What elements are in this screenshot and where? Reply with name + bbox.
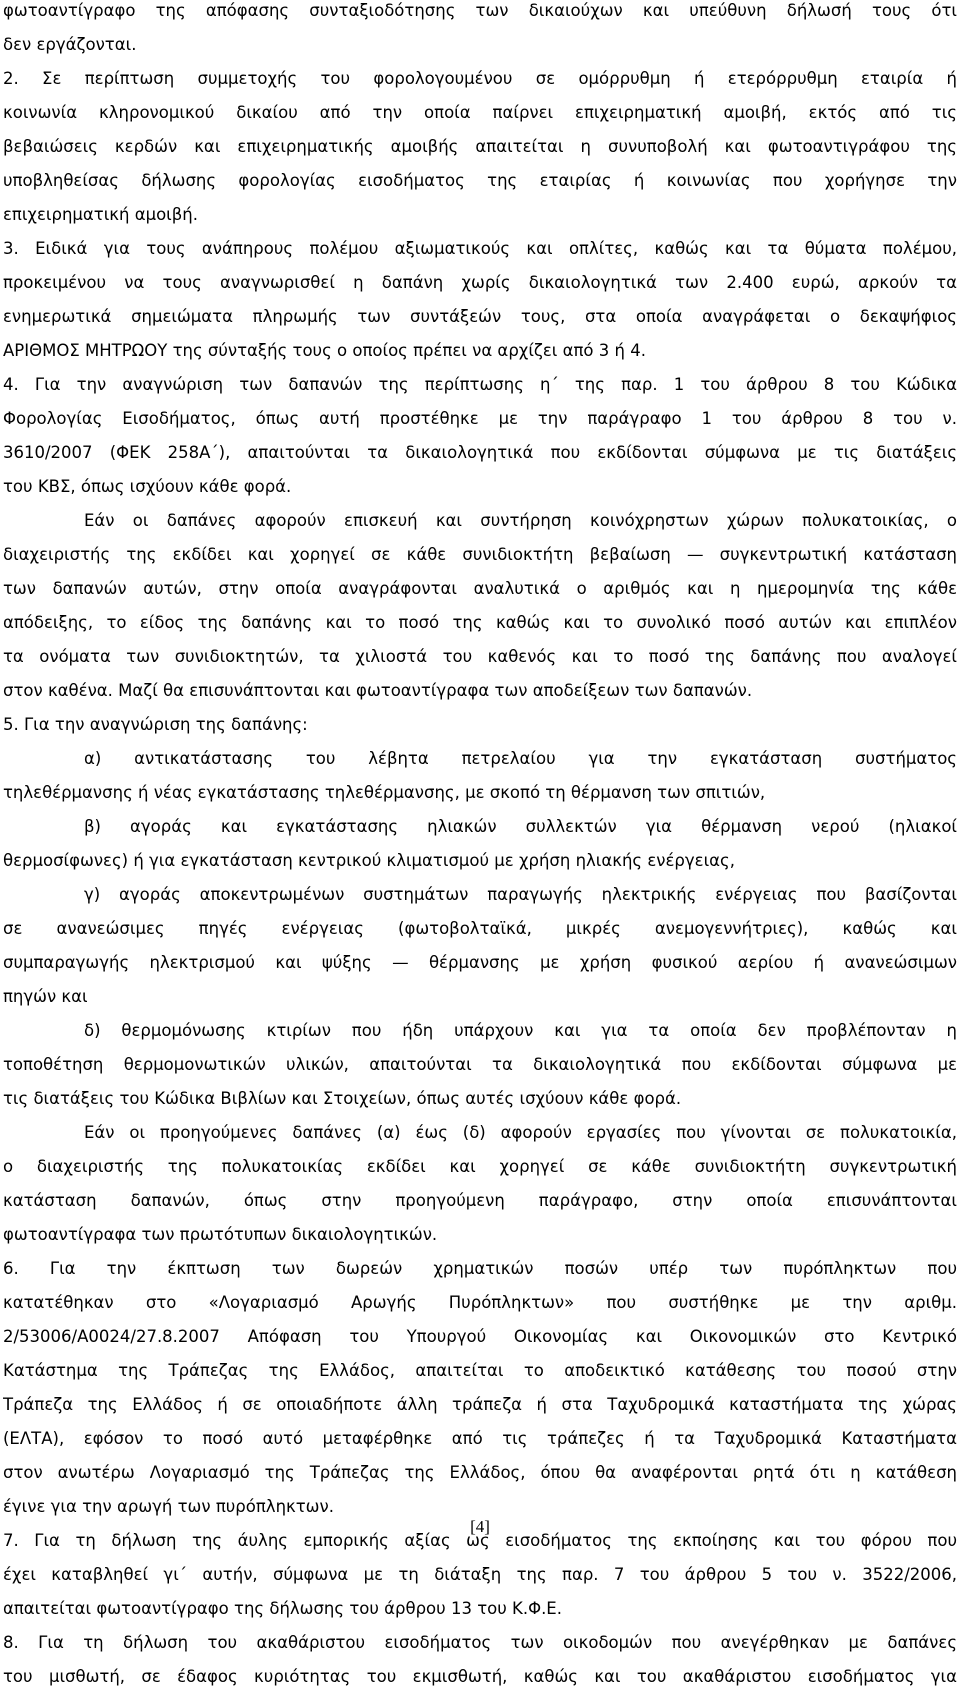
text-line: υποβληθείσας δήλωσης φορολογίας εισοδήματος της εταιρίας ή κοινωνίας που χορήγησε την <box>3 171 957 190</box>
text-line: Φορολογίας Εισοδήματος, όπως αυτή προστέθηκε με την παράγραφο 1 του άρθρου 8 του ν. <box>3 409 957 428</box>
text-line: 7. Για τη δήλωση της άυλης εμπορικής αξίας ως εισοδήματος της εκποίησης και του φόρου που <box>3 1531 957 1550</box>
text-line: ΑΡΙΘΜΟΣ ΜΗΤΡΩΟΥ της σύνταξής τους ο οποίος πρέπει να αρχίζει από 3 ή 4. <box>3 341 646 360</box>
document-body <box>3 0 957 1694</box>
text-line: βεβαιώσεις κερδών και επιχειρηματικής αμοιβής απαιτείται η συνυποβολή και φωτοαντιγράφου της <box>3 137 957 156</box>
text-line: (ΕΛΤΑ), εφόσον το ποσό αυτό μεταφέρθηκε από τις τράπεζες ή τα Ταχυδρομικά Καταστήματα <box>3 1429 957 1448</box>
text-line: έχει καταβληθεί γι΄ αυτήν, σύμφωνα με τη διάταξη της παρ. 7 του άρθρου 5 του ν. 3522/2006, <box>3 1565 957 1584</box>
text-line: 8. Για τη δήλωση του ακαθάριστου εισοδήματος των οικοδομών που ανεγέρθηκαν με δαπάνες <box>3 1633 957 1652</box>
text-line: δ) θερμομόνωσης κτιρίων που ήδη υπάρχουν και για τα οποία δεν προβλέπονταν η <box>84 1021 957 1040</box>
text-line: τις διατάξεις του Κώδικα Βιβλίων και Στοιχείων, όπως αυτές ισχύουν κάθε φορά. <box>3 1089 682 1108</box>
text-line: 2. Σε περίπτωση συμμετοχής του φορολογουμένου σε ομόρρυθμη ή ετερόρρυθμη εταιρία ή <box>3 69 957 88</box>
text-line: δεν εργάζονται. <box>3 35 137 54</box>
text-line: β) αγοράς και εγκατάστασης ηλιακών συλλεκτών για θέρμανση νερού (ηλιακοί <box>84 817 957 836</box>
text-line: Εάν οι δαπάνες αφορούν επισκευή και συντήρηση κοινόχρηστων χώρων πολυκατοικίας, ο <box>84 511 957 530</box>
text-line: 3610/2007 (ΦΕΚ 258Α΄), απαιτούνται τα δικαιολογητικά που εκδίδονται σύμφωνα με τις διατάξεις <box>3 443 957 462</box>
text-line: Τράπεζα της Ελλάδος ή σε οποιαδήποτε άλλη τράπεζα ή στα Ταχυδρομικά καταστήματα της χώρας <box>3 1395 957 1414</box>
text-line: στον καθένα. Μαζί θα επισυνάπτονται και φωτοαντίγραφα των αποδείξεων των δαπανών. <box>3 681 753 700</box>
text-line: των δαπανών αυτών, στην οποία αναγράφονται αναλυτικά ο αριθμός και η ημερομηνία της κάθε <box>3 579 957 598</box>
text-line: α) αντικατάστασης του λέβητα πετρελαίου για την εγκατάσταση συστήματος <box>84 749 957 768</box>
text-line: σε ανανεώσιμες πηγές ενέργειας (φωτοβολταϊκά, μικρές ανεμογεννήτριες), καθώς και <box>3 919 957 938</box>
text-line: 3. Ειδικά για τους ανάπηρους πολέμου αξιωματικούς και οπλίτες, καθώς και τα θύματα πολέμου, <box>3 239 957 258</box>
text-line: συμπαραγωγής ηλεκτρισμού και ψύξης — θέρμανσης με χρήση φυσικού αερίου ή ανανεώσιμων <box>3 953 957 972</box>
text-line: του μισθωτή, σε έδαφος κυριότητας του εκμισθωτή, καθώς και του ακαθάριστου εισοδήματος για <box>3 1667 957 1686</box>
text-line: επιχειρηματική αμοιβή. <box>3 205 199 224</box>
text-line: 2/53006/Α0024/27.8.2007 Απόφαση του Υπουργού Οικονομίας και Οικονομικών στο Κεντρικό <box>3 1327 957 1346</box>
text-line: απαιτείται φωτοαντίγραφο της δήλωσης του άρθρου 13 του Κ.Φ.Ε. <box>3 1599 562 1618</box>
text-line: 5. Για την αναγνώριση της δαπάνης: <box>3 715 308 734</box>
text-line: φωτοαντίγραφο της απόφασης συνταξιοδότησης των δικαιούχων και υπεύθυνη δήλωσή τους ότι <box>3 1 957 20</box>
text-line: Εάν οι προηγούμενες δαπάνες (α) έως (δ) αφορούν εργασίες που γίνονται σε πολυκατοικία, <box>84 1123 957 1142</box>
text-line: διαχειριστής της εκδίδει και χορηγεί σε κάθε συνιδιοκτήτη βεβαίωση — συγκεντρωτική κατάσταση <box>3 545 957 564</box>
text-line: προκειμένου να τους αναγνωρισθεί η δαπάνη χωρίς δικαιολογητικά των 2.400 ευρώ, αρκούν τα <box>3 273 957 292</box>
text-line: γ) αγοράς αποκεντρωμένων συστημάτων παραγωγής ηλεκτρικής ενέργειας που βασίζονται <box>84 885 957 904</box>
text-line: φωτοαντίγραφα των πρωτότυπων δικαιολογητικών. <box>3 1225 438 1244</box>
text-line: απόδειξης, το είδος της δαπάνης και το ποσό της καθώς και το συνολικό ποσό αυτών και επιπλέον <box>3 613 957 632</box>
text-line: τηλεθέρμανσης ή νέας εγκατάστασης τηλεθέρμανσης, με σκοπό τη θέρμανση των σπιτιών, <box>3 783 766 802</box>
text-line: 4. Για την αναγνώριση των δαπανών της περίπτωσης η΄ της παρ. 1 του άρθρου 8 του Κώδικα <box>3 375 957 394</box>
text-line: τα ονόματα των συνιδιοκτητών, τα χιλιοστά του καθενός και το ποσό της δαπάνης που αναλογεί <box>3 647 957 666</box>
text-line: του ΚΒΣ, όπως ισχύουν κάθε φορά. <box>3 477 292 496</box>
text-line: έγινε για την αρωγή των πυρόπληκτων. <box>3 1497 334 1516</box>
text-line: πηγών και <box>3 987 88 1006</box>
text-line: ενημερωτικά σημειώματα πληρωμής των συντάξεών τους, στα οποία αναγράφεται ο δεκαψήφιος <box>3 307 957 326</box>
text-line: κατατέθηκαν στο «Λογαριασμό Αρωγής Πυρόπληκτων» που συστήθηκε με την αριθμ. <box>3 1293 957 1312</box>
text-line: κατάσταση δαπανών, όπως στην προηγούμενη παράγραφο, στην οποία επισυνάπτονται <box>3 1191 957 1210</box>
page-number: [4] <box>470 1517 490 1536</box>
text-line: ο διαχειριστής της πολυκατοικίας εκδίδει και χορηγεί σε κάθε συνιδιοκτήτη συγκεντρωτική <box>3 1157 957 1176</box>
text-line: τοποθέτηση θερμομονωτικών υλικών, απαιτούνται τα δικαιολογητικά που εκδίδονται σύμφωνα με <box>3 1055 957 1074</box>
text-line: στον ανωτέρω Λογαριασμό της Τράπεζας της Ελλάδος, όπου θα αναφέρονται ρητά ότι η κατάθεση <box>3 1463 957 1482</box>
text-line: κοινωνία κληρονομικού δικαίου από την οποία παίρνει επιχειρηματική αμοιβή, εκτός από τις <box>3 103 957 122</box>
text-line: θερμοσίφωνες) ή για εγκατάσταση κεντρικού κλιματισμού με χρήση ηλιακής ενέργειας, <box>3 851 735 870</box>
text-line: Κατάστημα της Τράπεζας της Ελλάδος, απαιτείται το αποδεικτικό κατάθεσης του ποσού στην <box>3 1361 957 1380</box>
text-line: 6. Για την έκπτωση των δωρεών χρηματικών ποσών υπέρ των πυρόπληκτων που <box>3 1259 957 1278</box>
